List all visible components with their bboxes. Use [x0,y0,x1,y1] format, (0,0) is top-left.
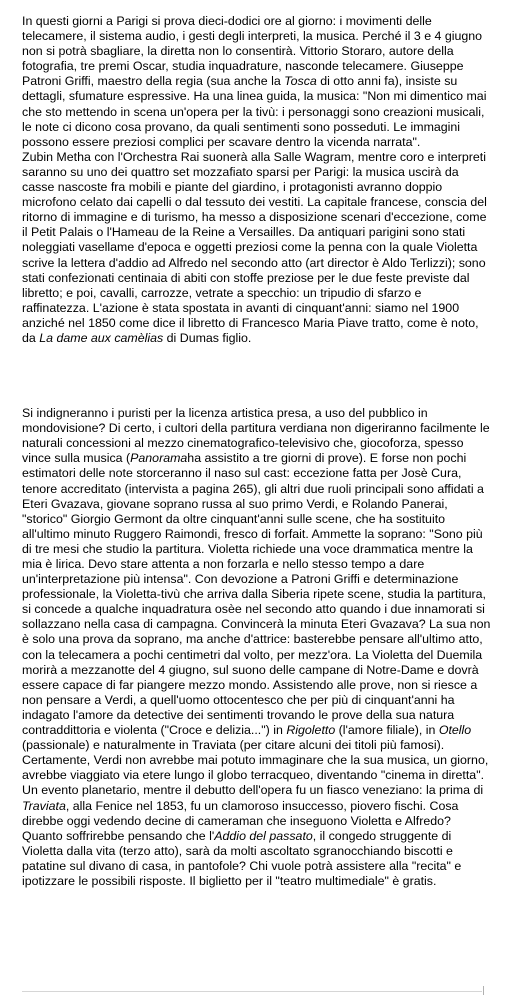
bottom-divider-tick [483,986,484,995]
text-run: Zubin Metha con l'Orchestra Rai suonerà alla Salle Wagram, mentre coro e interpreti saranno su uno dei quattro set mozzafiato sparsi per Parigi: la musica uscirà da casse nascoste fra mobili e piante del giardino, i protagonisti avranno doppio microfono celato dai capelli o dal tessuto dei vestiti. La capitale francese, conscia del ritorno di immagine e di turismo, ha messo a disposizione scenari d'eccezione, come il Petit Palais o l'Hameau de la Reine a Versailles. Da antiquari parigini sono stati noleggiati vasellame d'epoca e oggetti preziosi come la penna con la quale Violetta scrive la lettera d'addio ad Alfredo nel secondo atto (art director è Aldo Terlizzi); sono stati confezionati centinaia di abiti con stoffe preziose per le due feste previste dal libretto; e poi, cavalli, carrozze, vetrate a specchio: un tripudio di sfarzo e raffinatezza. L'azione è stata spostata in avanti di cinquant'anni: siamo nel 1900 anziché nel 1850 come dice il libretto di Francesco Maria Piave tratto, come è noto, da [22,149,487,345]
text-run: ha assistito a tre giorni di prove). E forse non pochi estimatori delle note storceranno il naso sul cast: eccezione fatta per Josè Cura, tenore accreditato (intervista a pagina 265), gli altri due ruoli principali sono affidati a Eteri Gvazava, giovane soprano russa al suo primo Verdi, e Rolando Panerai, "storico" Giorgio Germont da oltre cinquant'anni sulle scene, che ha sostituito all'ultimo minuto Ruggero Raimondi, fresco di forfait. Ammette la soprano: "Sono più di tre mesi che studio la partitura. Violetta richiede una voce drammatica mentre la mia è lirica. Devo stare attenta a non forzarla e nello stesso tempo a dare un'interpretazione più intensa". Con devozione a Patroni Griffi e determinazione professionale, la Violetta-tivù che arriva dalla Siberia ripete scene, studia la partitura, si concede a qualche inquadratura osèe nel secondo atto quando i due innamorati si sollazzano nella casa di campagna. Convincerà la minuta Eteri Gvazava? La sua non è solo una prova da soprano, ma anche d'attrice: basterebbe pensare all'ultimo atto, con la telecamera a pochi centimetri dal volto, per mezz'ora. La Violetta del Duemila morirà a mezzanotte del 4 giugno, sul suono delle campane di Notre-Dame e dovrà essere capace di far piangere mezzo mondo. Assistendo alle prove, non si riesce a non pensare a Verdi, a quell'uomo ottocentesco che per più di cinquant'anni ha indagato l'amore da detective dei sentimenti trovando le prove della sua natura contraddittoria e violenta ("Croce e delizia...") in [22,451,491,738]
article-body [22,14,492,889]
italic-title: Panorama [130,451,188,466]
text-run: di otto anni fa), insiste su dettagli, sfumature espressive. Ha una linea guida, la musica: "Non mi dimentico mai che sto mettendo in scena un'opera per la tivù: i personaggi sono creazioni musicali, le note ci dicono cosa provano, da quali sentimenti sono posseduti. Le immagini possono essere preziosi complici per scavare dentro la vicenda narrata". [22,74,487,149]
italic-title: Traviata [22,798,66,813]
italic-title: La dame aux camèlias [39,330,164,345]
text-run: di Dumas figlio. [163,330,252,345]
paragraph-production [22,150,492,346]
italic-title: Addio del passato [214,828,313,843]
paragraph-rehearsals [22,14,492,150]
text-run: , alla Fenice nel 1853, fu un clamoroso insuccesso, piovero fischi. Cosa direbbe oggi vedendo decine di cameraman che inseguono Violetta e Alfredo? Quanto soffrirebbe pensando che l' [22,798,459,843]
paragraph-gap [22,346,492,406]
text-run: (passionale) e naturalmente in Traviata (per citare alcuni dei titoli più famosi). Certamente, Verdi non avrebbe mai potuto immaginare che la sua musica, un giorno, avrebbe viaggiato via etere lungo il globo terracqueo, diventando "cinema in diretta". Un evento planetario, mentre il debutto dell'opera fu un fiasco veneziano: la prima di [22,738,489,798]
bottom-divider [22,991,482,992]
text-run: Si indigneranno i puristi per la licenza artistica presa, a uso del pubblico in mondovisione? Di certo, i cultori della partitura verdiana non digeriranno facilmente le naturali concessioni al mezzo cinematografico-televisivo che, giocoforza, spesso vince sulla musica ( [22,406,490,466]
text-run: In questi giorni a Parigi si prova dieci-dodici ore al giorno: i movimenti delle telecamere, il sistema audio, i gesti degli interpreti, la musica. Perché il 3 e 4 giugno non si potrà sbagliare, la diretta non lo consentirà. Vittorio Storaro, autore della fotografia, tre premi Oscar, studia inquadrature, nasconde telecamere. Giuseppe Patroni Griffi, maestro della regia (sua anche la [22,14,483,89]
italic-title: Tosca [284,74,317,89]
text-run: (l'amore filiale), in [335,723,439,738]
italic-title: Otello [438,723,472,738]
paragraph-purists [22,406,492,889]
text-run: , il congedo struggente di Violetta dalla vita (terzo atto), sarà da molti ascoltato sgranocchiando biscotti e patatine sul divano di casa, in pantofole? Chi vuole potrà assistere alla "recita" e ipotizzare le possibili risposte. Il biglietto per il "teatro multimediale" è gratis. [22,828,462,888]
italic-title: Rigoletto [286,723,336,738]
